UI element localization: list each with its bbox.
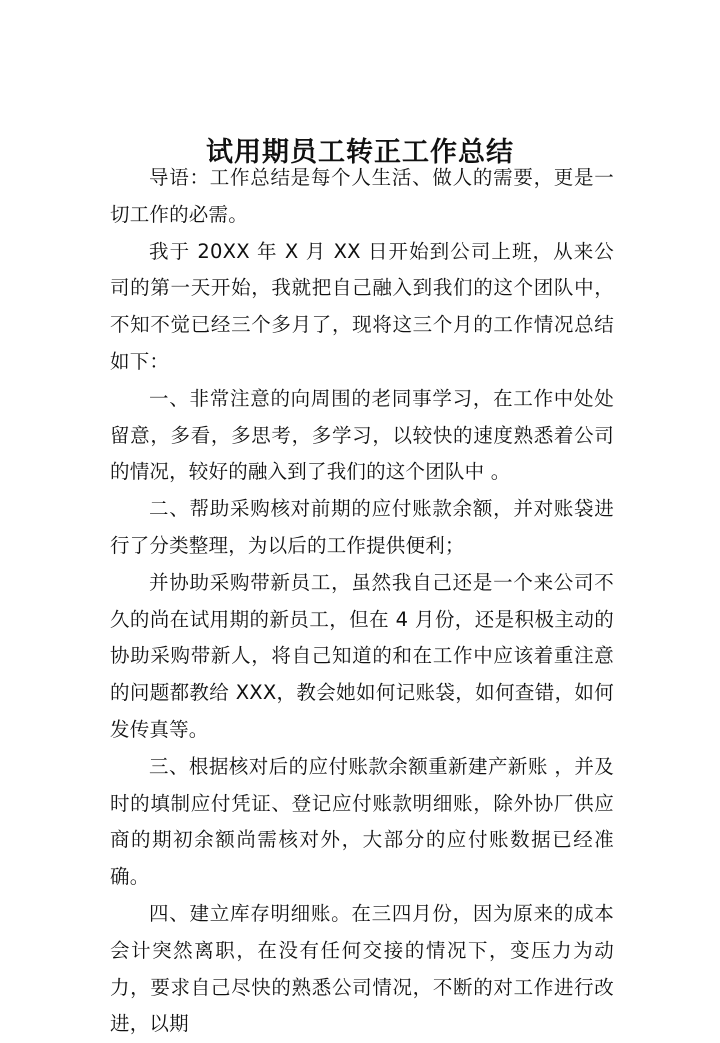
document-body <box>110 160 614 1043</box>
paragraph-item-2: 二、帮助采购核对前期的应付账款余额，并对账袋进行了分类整理，为以后的工作提供便利； <box>110 497 614 557</box>
paragraph-item-4: 四、建立库存明细账。在三四月份，因为原来的成本会计突然离职，在没有任何交接的情况下，变压力为动力，要求自己尽快的熟悉公司情况，不断的对工作进行改进，以期 <box>110 901 614 1036</box>
paragraph-intro: 导语：工作总结是每个人生活、做人的需要，更是一切工作的必需。 <box>110 166 614 226</box>
paragraph-item-2-continued: 并协助采购带新员工，虽然我自己还是一个来公司不久的尚在试用期的新员工，但在 4 月份，还是积极主动的协助采购带新人，将自己知道的和在工作中应该着重注意的问题都教给 XXX，教会她如何记账袋，如何查错，如何发传真等。 <box>110 570 614 741</box>
paragraph-item-3: 三、根据核对后的应付账款余额重新建产新账 ，并及时的填制应付凭证、登记应付账款明细账，除外协厂供应商的期初余额尚需核对外，大部分的应付账数据已经准确。 <box>110 754 614 889</box>
paragraph-item-1: 一、非常注意的向周围的老同事学习，在工作中处处留意，多看，多思考，多学习，以较快的速度熟悉着公司的情况，较好的融入到了我们的这个团队中 。 <box>110 386 614 484</box>
paragraph-start-date: 我于 20XX 年 X 月 XX 日开始到公司上班，从来公司的第一天开始，我就把自己融入到我们的这个团队中，不知不觉已经三个多月了，现将这三个月的工作情况总结如下： <box>110 239 614 373</box>
document-title: 试用期员工转正工作总结 <box>206 137 514 169</box>
